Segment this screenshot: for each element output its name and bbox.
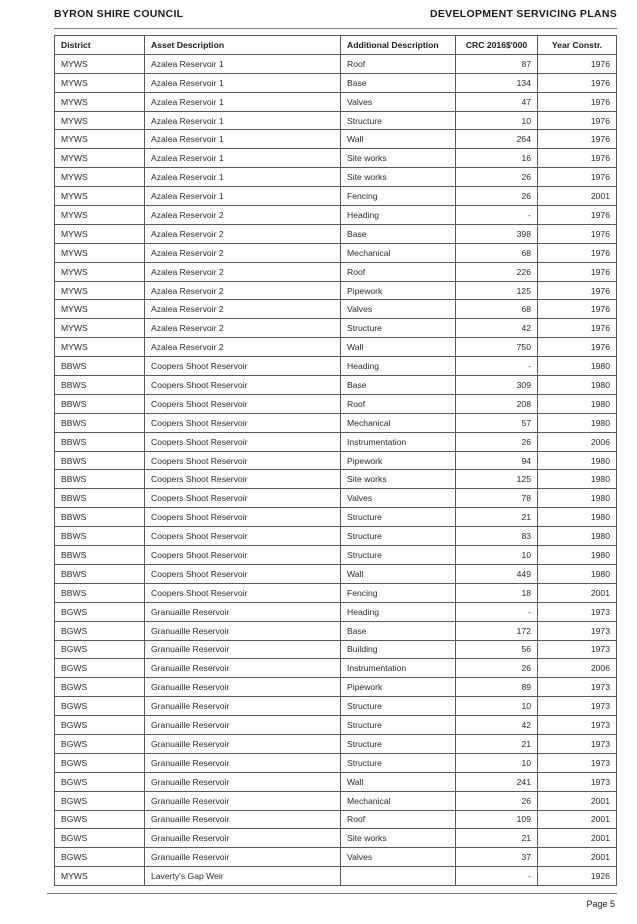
table-row xyxy=(55,187,617,206)
cell-district: BBWS xyxy=(55,394,145,413)
cell-additional-description: Heading xyxy=(341,206,456,225)
cell-asset-description: Azalea Reservoir 2 xyxy=(145,243,341,262)
cell-asset-description: Azalea Reservoir 2 xyxy=(145,338,341,357)
cell-district: BBWS xyxy=(55,451,145,470)
cell-year-constructed: 2001 xyxy=(538,829,617,848)
cell-year-constructed: 1973 xyxy=(538,753,617,772)
cell-year-constructed: 1980 xyxy=(538,357,617,376)
cell-asset-description: Granuaille Reservoir xyxy=(145,716,341,735)
asset-table xyxy=(54,35,617,886)
cell-asset-description: Granuaille Reservoir xyxy=(145,753,341,772)
cell-district: MYWS xyxy=(55,338,145,357)
cell-additional-description: Roof xyxy=(341,262,456,281)
cell-year-constructed: 2006 xyxy=(538,659,617,678)
cell-additional-description: Mechanical xyxy=(341,243,456,262)
cell-year-constructed: 1976 xyxy=(538,111,617,130)
cell-crc-value: 78 xyxy=(456,489,538,508)
cell-additional-description: Base xyxy=(341,621,456,640)
cell-asset-description: Coopers Shoot Reservoir xyxy=(145,508,341,527)
cell-crc-value: 10 xyxy=(456,697,538,716)
cell-crc-value: 134 xyxy=(456,73,538,92)
cell-year-constructed: 1973 xyxy=(538,697,617,716)
table-row xyxy=(55,810,617,829)
cell-crc-value: 18 xyxy=(456,583,538,602)
cell-additional-description: Structure xyxy=(341,734,456,753)
table-row xyxy=(55,168,617,187)
table-row xyxy=(55,54,617,73)
cell-crc-value: 264 xyxy=(456,130,538,149)
cell-district: MYWS xyxy=(55,243,145,262)
table-row xyxy=(55,527,617,546)
cell-additional-description: Pipework xyxy=(341,281,456,300)
table-row xyxy=(55,621,617,640)
cell-asset-description: Azalea Reservoir 1 xyxy=(145,168,341,187)
cell-asset-description: Coopers Shoot Reservoir xyxy=(145,413,341,432)
cell-district: BGWS xyxy=(55,810,145,829)
table-row xyxy=(55,432,617,451)
table-row xyxy=(55,451,617,470)
cell-district: BBWS xyxy=(55,583,145,602)
cell-asset-description: Granuaille Reservoir xyxy=(145,659,341,678)
cell-district: BGWS xyxy=(55,791,145,810)
cell-asset-description: Coopers Shoot Reservoir xyxy=(145,470,341,489)
cell-asset-description: Coopers Shoot Reservoir xyxy=(145,489,341,508)
cell-district: MYWS xyxy=(55,867,145,886)
cell-additional-description: Roof xyxy=(341,394,456,413)
cell-district: MYWS xyxy=(55,130,145,149)
table-row xyxy=(55,319,617,338)
column-header-asset-description: Asset Description xyxy=(145,36,341,55)
cell-year-constructed: 1980 xyxy=(538,394,617,413)
table-row xyxy=(55,394,617,413)
cell-year-constructed: 1976 xyxy=(538,92,617,111)
cell-crc-value: 87 xyxy=(456,54,538,73)
cell-crc-value: 309 xyxy=(456,376,538,395)
cell-district: BBWS xyxy=(55,564,145,583)
cell-crc-value: - xyxy=(456,357,538,376)
table-row xyxy=(55,92,617,111)
cell-year-constructed: 1980 xyxy=(538,546,617,565)
cell-asset-description: Granuaille Reservoir xyxy=(145,697,341,716)
cell-additional-description: Instrumentation xyxy=(341,659,456,678)
cell-additional-description: Site works xyxy=(341,149,456,168)
cell-district: MYWS xyxy=(55,300,145,319)
cell-district: BBWS xyxy=(55,376,145,395)
table-row xyxy=(55,602,617,621)
cell-crc-value: 26 xyxy=(456,659,538,678)
table-row xyxy=(55,772,617,791)
cell-year-constructed: 1976 xyxy=(538,262,617,281)
column-header-additional-description: Additional Description xyxy=(341,36,456,55)
cell-year-constructed: 1980 xyxy=(538,376,617,395)
cell-additional-description: Wall xyxy=(341,564,456,583)
cell-year-constructed: 1973 xyxy=(538,602,617,621)
table-row xyxy=(55,716,617,735)
cell-additional-description: Base xyxy=(341,73,456,92)
cell-district: MYWS xyxy=(55,73,145,92)
table-row xyxy=(55,300,617,319)
cell-crc-value: 42 xyxy=(456,319,538,338)
cell-asset-description: Azalea Reservoir 1 xyxy=(145,54,341,73)
cell-crc-value: 37 xyxy=(456,848,538,867)
cell-crc-value: 42 xyxy=(456,716,538,735)
cell-year-constructed: 2001 xyxy=(538,583,617,602)
cell-district: MYWS xyxy=(55,224,145,243)
cell-additional-description: Structure xyxy=(341,753,456,772)
cell-additional-description: Building xyxy=(341,640,456,659)
table-row xyxy=(55,697,617,716)
table-row xyxy=(55,376,617,395)
cell-asset-description: Granuaille Reservoir xyxy=(145,848,341,867)
table-row xyxy=(55,470,617,489)
cell-additional-description: Roof xyxy=(341,54,456,73)
cell-year-constructed: 1973 xyxy=(538,640,617,659)
cell-asset-description: Coopers Shoot Reservoir xyxy=(145,432,341,451)
cell-asset-description: Azalea Reservoir 2 xyxy=(145,319,341,338)
cell-district: BGWS xyxy=(55,848,145,867)
cell-asset-description: Azalea Reservoir 2 xyxy=(145,262,341,281)
cell-additional-description: Structure xyxy=(341,716,456,735)
cell-year-constructed: 1976 xyxy=(538,130,617,149)
cell-year-constructed: 1973 xyxy=(538,772,617,791)
table-row xyxy=(55,753,617,772)
table-header-row xyxy=(55,36,617,55)
cell-additional-description: Mechanical xyxy=(341,791,456,810)
cell-crc-value: 226 xyxy=(456,262,538,281)
table-body xyxy=(55,54,617,885)
cell-additional-description xyxy=(341,867,456,886)
cell-crc-value: 47 xyxy=(456,92,538,111)
cell-district: BGWS xyxy=(55,659,145,678)
cell-district: MYWS xyxy=(55,319,145,338)
cell-crc-value: 125 xyxy=(456,281,538,300)
table-row xyxy=(55,413,617,432)
cell-asset-description: Coopers Shoot Reservoir xyxy=(145,527,341,546)
cell-year-constructed: 1973 xyxy=(538,734,617,753)
table-row xyxy=(55,678,617,697)
cell-year-constructed: 1973 xyxy=(538,678,617,697)
cell-district: BBWS xyxy=(55,527,145,546)
cell-asset-description: Azalea Reservoir 1 xyxy=(145,149,341,168)
cell-additional-description: Fencing xyxy=(341,583,456,602)
table-row xyxy=(55,224,617,243)
cell-crc-value: 125 xyxy=(456,470,538,489)
cell-asset-description: Coopers Shoot Reservoir xyxy=(145,546,341,565)
cell-year-constructed: 2001 xyxy=(538,187,617,206)
cell-crc-value: 241 xyxy=(456,772,538,791)
cell-asset-description: Azalea Reservoir 1 xyxy=(145,187,341,206)
cell-crc-value: 21 xyxy=(456,508,538,527)
cell-district: BBWS xyxy=(55,489,145,508)
cell-crc-value: 10 xyxy=(456,753,538,772)
cell-asset-description: Granuaille Reservoir xyxy=(145,791,341,810)
table-row xyxy=(55,357,617,376)
cell-district: BBWS xyxy=(55,432,145,451)
cell-additional-description: Valves xyxy=(341,92,456,111)
cell-additional-description: Wall xyxy=(341,130,456,149)
cell-additional-description: Site works xyxy=(341,470,456,489)
cell-crc-value: - xyxy=(456,206,538,225)
cell-crc-value: 10 xyxy=(456,546,538,565)
cell-additional-description: Valves xyxy=(341,489,456,508)
cell-additional-description: Structure xyxy=(341,546,456,565)
cell-asset-description: Coopers Shoot Reservoir xyxy=(145,564,341,583)
cell-crc-value: 172 xyxy=(456,621,538,640)
column-header-district: District xyxy=(55,36,145,55)
cell-district: MYWS xyxy=(55,149,145,168)
cell-crc-value: 21 xyxy=(456,829,538,848)
cell-district: BGWS xyxy=(55,678,145,697)
cell-district: MYWS xyxy=(55,187,145,206)
cell-district: MYWS xyxy=(55,92,145,111)
cell-year-constructed: 2001 xyxy=(538,791,617,810)
table-row xyxy=(55,206,617,225)
cell-additional-description: Instrumentation xyxy=(341,432,456,451)
column-header-crc: CRC 2016$'000 xyxy=(456,36,538,55)
cell-additional-description: Base xyxy=(341,224,456,243)
cell-asset-description: Azalea Reservoir 1 xyxy=(145,130,341,149)
table-row xyxy=(55,338,617,357)
cell-district: BGWS xyxy=(55,697,145,716)
table-row xyxy=(55,583,617,602)
cell-additional-description: Pipework xyxy=(341,451,456,470)
cell-district: BGWS xyxy=(55,621,145,640)
cell-year-constructed: 1976 xyxy=(538,243,617,262)
cell-district: MYWS xyxy=(55,206,145,225)
cell-asset-description: Laverty's Gap Weir xyxy=(145,867,341,886)
cell-district: BBWS xyxy=(55,470,145,489)
cell-asset-description: Granuaille Reservoir xyxy=(145,640,341,659)
table-row xyxy=(55,111,617,130)
cell-district: MYWS xyxy=(55,262,145,281)
cell-additional-description: Wall xyxy=(341,338,456,357)
table-row xyxy=(55,791,617,810)
cell-crc-value: 94 xyxy=(456,451,538,470)
cell-asset-description: Granuaille Reservoir xyxy=(145,621,341,640)
cell-additional-description: Structure xyxy=(341,508,456,527)
cell-district: BGWS xyxy=(55,772,145,791)
cell-crc-value: 208 xyxy=(456,394,538,413)
cell-district: BGWS xyxy=(55,716,145,735)
cell-asset-description: Granuaille Reservoir xyxy=(145,734,341,753)
cell-crc-value: 56 xyxy=(456,640,538,659)
cell-year-constructed: 1980 xyxy=(538,508,617,527)
cell-district: MYWS xyxy=(55,111,145,130)
table-row xyxy=(55,848,617,867)
table-row xyxy=(55,640,617,659)
cell-asset-description: Azalea Reservoir 1 xyxy=(145,111,341,130)
cell-district: BGWS xyxy=(55,640,145,659)
cell-additional-description: Heading xyxy=(341,602,456,621)
cell-year-constructed: 1976 xyxy=(538,206,617,225)
cell-asset-description: Azalea Reservoir 2 xyxy=(145,224,341,243)
cell-additional-description: Roof xyxy=(341,810,456,829)
cell-year-constructed: 1976 xyxy=(538,281,617,300)
cell-asset-description: Azalea Reservoir 2 xyxy=(145,206,341,225)
cell-year-constructed: 1926 xyxy=(538,867,617,886)
cell-crc-value: 26 xyxy=(456,168,538,187)
cell-crc-value: 750 xyxy=(456,338,538,357)
cell-year-constructed: 1980 xyxy=(538,451,617,470)
cell-asset-description: Coopers Shoot Reservoir xyxy=(145,394,341,413)
cell-year-constructed: 1976 xyxy=(538,149,617,168)
cell-crc-value: - xyxy=(456,867,538,886)
cell-crc-value: 109 xyxy=(456,810,538,829)
cell-crc-value: 83 xyxy=(456,527,538,546)
cell-asset-description: Coopers Shoot Reservoir xyxy=(145,357,341,376)
cell-additional-description: Structure xyxy=(341,111,456,130)
header-divider xyxy=(54,28,617,29)
cell-additional-description: Fencing xyxy=(341,187,456,206)
cell-asset-description: Granuaille Reservoir xyxy=(145,678,341,697)
cell-asset-description: Azalea Reservoir 1 xyxy=(145,92,341,111)
cell-district: BGWS xyxy=(55,829,145,848)
cell-crc-value: - xyxy=(456,602,538,621)
cell-year-constructed: 2006 xyxy=(538,432,617,451)
cell-district: BGWS xyxy=(55,602,145,621)
cell-crc-value: 26 xyxy=(456,791,538,810)
cell-additional-description: Structure xyxy=(341,319,456,338)
cell-crc-value: 449 xyxy=(456,564,538,583)
cell-additional-description: Valves xyxy=(341,300,456,319)
table-row xyxy=(55,149,617,168)
cell-year-constructed: 1980 xyxy=(538,413,617,432)
cell-crc-value: 68 xyxy=(456,243,538,262)
cell-asset-description: Azalea Reservoir 1 xyxy=(145,73,341,92)
cell-additional-description: Pipework xyxy=(341,678,456,697)
cell-crc-value: 26 xyxy=(456,432,538,451)
cell-asset-description: Coopers Shoot Reservoir xyxy=(145,583,341,602)
cell-district: MYWS xyxy=(55,168,145,187)
table-row xyxy=(55,734,617,753)
cell-additional-description: Valves xyxy=(341,848,456,867)
cell-district: MYWS xyxy=(55,54,145,73)
cell-district: MYWS xyxy=(55,281,145,300)
cell-year-constructed: 1976 xyxy=(538,54,617,73)
page-number: Page 5 xyxy=(586,899,615,909)
table-row xyxy=(55,489,617,508)
column-header-year-constructed: Year Constr. xyxy=(538,36,617,55)
cell-crc-value: 89 xyxy=(456,678,538,697)
table-row xyxy=(55,281,617,300)
cell-year-constructed: 1976 xyxy=(538,168,617,187)
cell-year-constructed: 1980 xyxy=(538,489,617,508)
cell-crc-value: 26 xyxy=(456,187,538,206)
cell-year-constructed: 1973 xyxy=(538,621,617,640)
footer-divider xyxy=(47,893,617,894)
cell-year-constructed: 1976 xyxy=(538,300,617,319)
cell-year-constructed: 1980 xyxy=(538,527,617,546)
table-row xyxy=(55,130,617,149)
cell-district: BBWS xyxy=(55,508,145,527)
cell-year-constructed: 2001 xyxy=(538,810,617,829)
cell-district: BGWS xyxy=(55,753,145,772)
cell-asset-description: Azalea Reservoir 2 xyxy=(145,300,341,319)
cell-year-constructed: 1976 xyxy=(538,338,617,357)
cell-additional-description: Site works xyxy=(341,829,456,848)
cell-crc-value: 68 xyxy=(456,300,538,319)
cell-asset-description: Granuaille Reservoir xyxy=(145,772,341,791)
cell-additional-description: Structure xyxy=(341,697,456,716)
cell-district: BGWS xyxy=(55,734,145,753)
table-row xyxy=(55,829,617,848)
cell-year-constructed: 1973 xyxy=(538,716,617,735)
cell-year-constructed: 1976 xyxy=(538,73,617,92)
cell-asset-description: Granuaille Reservoir xyxy=(145,829,341,848)
cell-additional-description: Mechanical xyxy=(341,413,456,432)
table-row xyxy=(55,564,617,583)
cell-asset-description: Coopers Shoot Reservoir xyxy=(145,451,341,470)
cell-additional-description: Structure xyxy=(341,527,456,546)
cell-asset-description: Granuaille Reservoir xyxy=(145,602,341,621)
cell-asset-description: Coopers Shoot Reservoir xyxy=(145,376,341,395)
table-row xyxy=(55,243,617,262)
cell-year-constructed: 1980 xyxy=(538,564,617,583)
table-row xyxy=(55,508,617,527)
cell-crc-value: 21 xyxy=(456,734,538,753)
cell-year-constructed: 1976 xyxy=(538,319,617,338)
cell-district: BBWS xyxy=(55,357,145,376)
cell-year-constructed: 1976 xyxy=(538,224,617,243)
header-organisation: BYRON SHIRE COUNCIL xyxy=(54,8,184,20)
header-document-title: DEVELOPMENT SERVICING PLANS xyxy=(429,8,617,20)
table-row xyxy=(55,546,617,565)
cell-additional-description: Site works xyxy=(341,168,456,187)
cell-crc-value: 16 xyxy=(456,149,538,168)
cell-additional-description: Base xyxy=(341,376,456,395)
table-row xyxy=(55,659,617,678)
cell-crc-value: 10 xyxy=(456,111,538,130)
cell-year-constructed: 2001 xyxy=(538,848,617,867)
cell-district: BBWS xyxy=(55,546,145,565)
table-row xyxy=(55,73,617,92)
cell-asset-description: Azalea Reservoir 2 xyxy=(145,281,341,300)
cell-year-constructed: 1980 xyxy=(538,470,617,489)
cell-additional-description: Wall xyxy=(341,772,456,791)
cell-additional-description: Heading xyxy=(341,357,456,376)
cell-crc-value: 57 xyxy=(456,413,538,432)
table-row xyxy=(55,262,617,281)
cell-district: BBWS xyxy=(55,413,145,432)
cell-crc-value: 398 xyxy=(456,224,538,243)
cell-asset-description: Granuaille Reservoir xyxy=(145,810,341,829)
table-row xyxy=(55,867,617,886)
